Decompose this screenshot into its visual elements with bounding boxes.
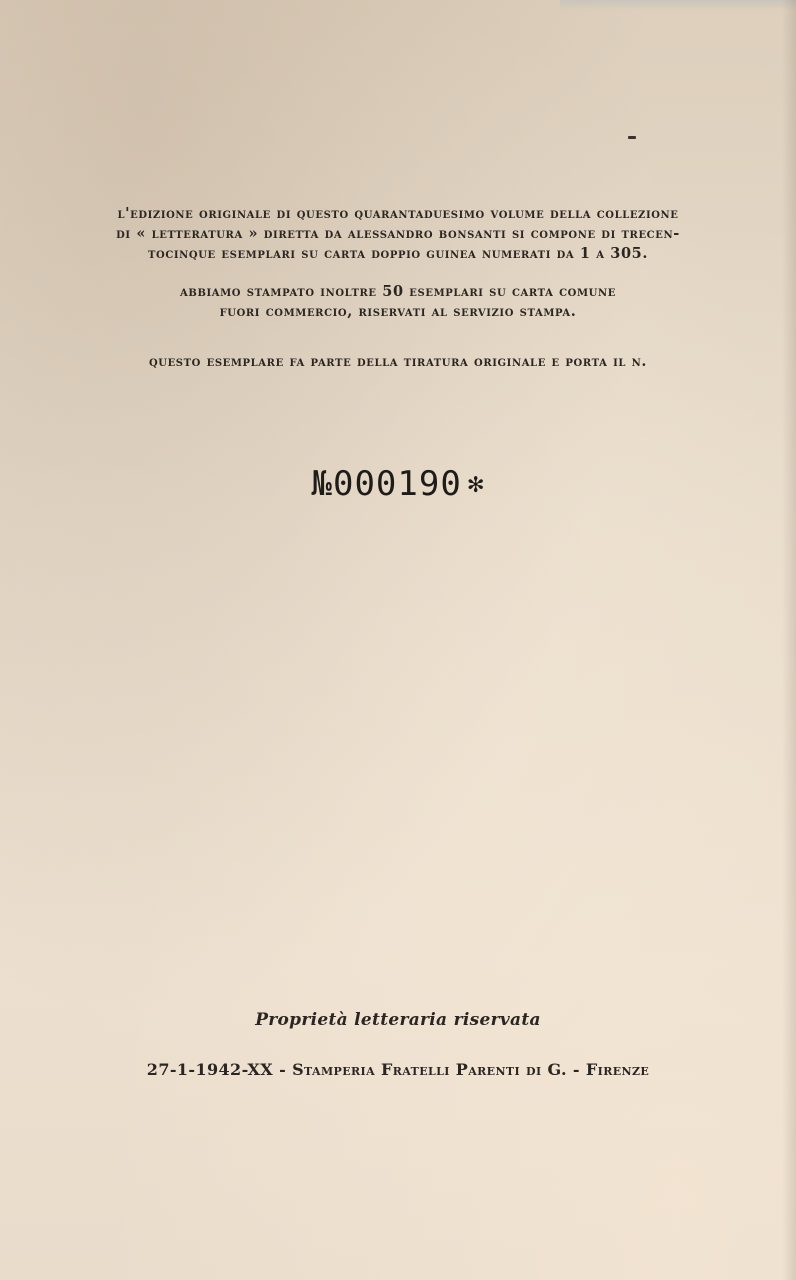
ink-speck bbox=[628, 136, 636, 139]
rights-notice: Proprietà letteraria riservata bbox=[255, 1010, 541, 1030]
page-right-edge bbox=[782, 0, 796, 1280]
colophon-line: abbiamo stampato inoltre 50 esemplari su carta comune bbox=[180, 283, 616, 300]
colophon-line: di « letteratura » diretta da alessandro bonsanti si compone di trecen- bbox=[116, 225, 680, 242]
colophon-press-copies-paragraph bbox=[40, 282, 756, 322]
colophon-edition-paragraph bbox=[40, 204, 756, 264]
printer-imprint: 27-1-1942-XX - Stamperia Fratelli Parenti di G. - Firenze bbox=[146, 1060, 650, 1079]
colophon-line: tocinque esemplari su carta doppio guinea numerati da 1 a 305. bbox=[147, 245, 648, 262]
colophon-line: l'edizione originale di questo quarantaduesimo volume della collezione bbox=[117, 205, 679, 222]
asterisk-mark-icon: ✻ bbox=[467, 469, 485, 499]
colophon-line: fuori commercio, riservati al servizio stampa. bbox=[219, 303, 577, 320]
copy-number-stamp bbox=[0, 464, 796, 504]
colophon-line: questo esemplare fa parte della tiratura originale e porta il n. bbox=[148, 353, 648, 370]
copy-number-value: №000190 bbox=[311, 464, 462, 504]
page-top-edge bbox=[560, 0, 796, 10]
colophon-copy-statement bbox=[40, 352, 756, 372]
